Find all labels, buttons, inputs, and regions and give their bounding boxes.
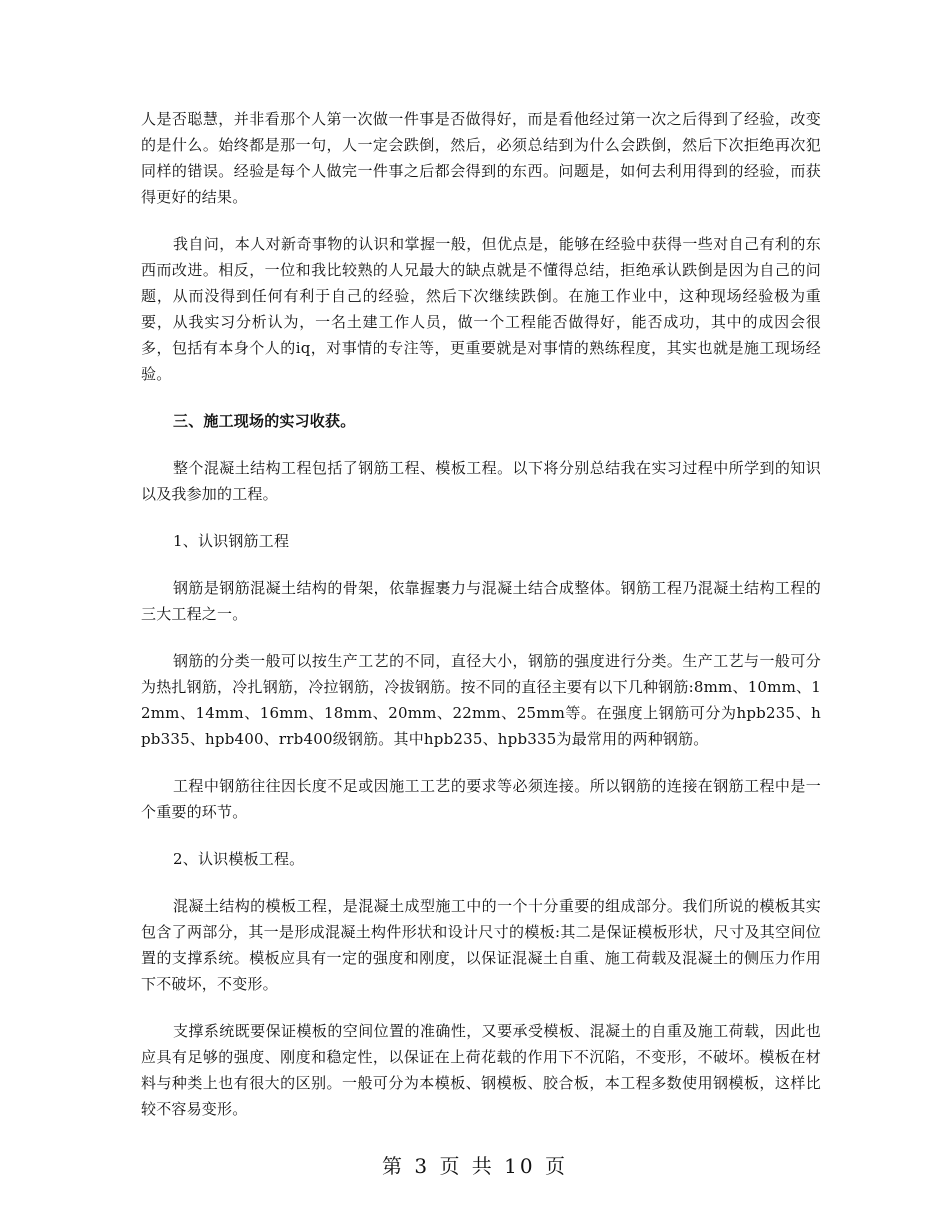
paragraph-rebar-definition: 钢筋是钢筋混凝土结构的骨架，依靠握裹力与混凝土结合成整体。钢筋工程乃混凝土结构工程的三大工程之一。 <box>141 579 821 623</box>
page-number-footer: 第 3 页 共 10 页 <box>382 1154 568 1178</box>
subheading-rebar-engineering: 1、认识钢筋工程 <box>173 532 290 550</box>
paragraph-concrete-overview: 整个混凝土结构工程包括了钢筋工程、模板工程。以下将分别总结我在实习过程中所学到的知识以及我参加的工程。 <box>141 459 821 503</box>
paragraph-self-reflection: 我自问，本人对新奇事物的认识和掌握一般，但优点是，能够在经验中获得一些对自己有利的东西而改进。相反，一位和我比较熟的人兄最大的缺点就是不懂得总结，拒绝承认跌倒是因为自己的问题，从而没得到任何有利于自己的经验，然后下次继续跌倒。在施工作业中，这种现场经验极为重要，从我实习分析认为，一名土建工作人员，做一个工程能否做得好，能否成功，其中的成因会很多，包括有本身个人的iq，对事情的专注等，更重要就是对事情的熟练程度，其实也就是施工现场经验。 <box>141 235 821 383</box>
document-body <box>141 106 821 1143</box>
paragraph-rebar-classification: 钢筋的分类一般可以按生产工艺的不同，直径大小，钢筋的强度进行分类。生产工艺与一般可分为热扎钢筋，冷扎钢筋，冷拉钢筋，冷拔钢筋。按不同的直径主要有以下几种钢筋:8mm、10mm、12mm、14mm、16mm、18mm、20mm、22mm、25mm等。在强度上钢筋可分为hpb235、hpb335、hpb400、rrb400级钢筋。其中hpb235、hpb335为最常用的两种钢筋。 <box>141 652 821 748</box>
subheading-formwork-engineering: 2、认识模板工程。 <box>173 850 305 868</box>
paragraph-formwork-definition: 混凝土结构的模板工程，是混凝土成型施工中的一个十分重要的组成部分。我们所说的模板其实包含了两部分，其一是形成混凝土构件形状和设计尺寸的模板:其二是保证模板形状，尺寸及其空间位置的支撑系统。模板应具有一定的强度和刚度，以保证混凝土自重、施工荷载及混凝土的侧压力作用下不破坏，不变形。 <box>141 897 821 993</box>
paragraph-experience: 人是否聪慧，并非看那个人第一次做一件事是否做得好，而是看他经过第一次之后得到了经验，改变的是什么。始终都是那一句，人一定会跌倒，然后，必须总结到为什么会跌倒，然后下次拒绝再次犯同样的错误。经验是每个人做完一件事之后都会得到的东西。问题是，如何去利用得到的经验，而获得更好的结果。 <box>141 110 821 206</box>
paragraph-support-system: 支撑系统既要保证模板的空间位置的准确性，又要承受模板、混凝土的自重及施工荷载，因此也应具有足够的强度、刚度和稳定性，以保证在上荷花载的作用下不沉陷，不变形，不破坏。模板在材料与种类上也有很大的区别。一般可分为本模板、钢模板、胶合板，本工程多数使用钢模板，这样比较不容易变形。 <box>141 1022 821 1118</box>
paragraph-rebar-connection: 工程中钢筋往往因长度不足或因施工工艺的要求等必须连接。所以钢筋的连接在钢筋工程中是一个重要的环节。 <box>141 777 821 821</box>
section-heading-site-gains: 三、施工现场的实习收获。 <box>173 412 356 430</box>
